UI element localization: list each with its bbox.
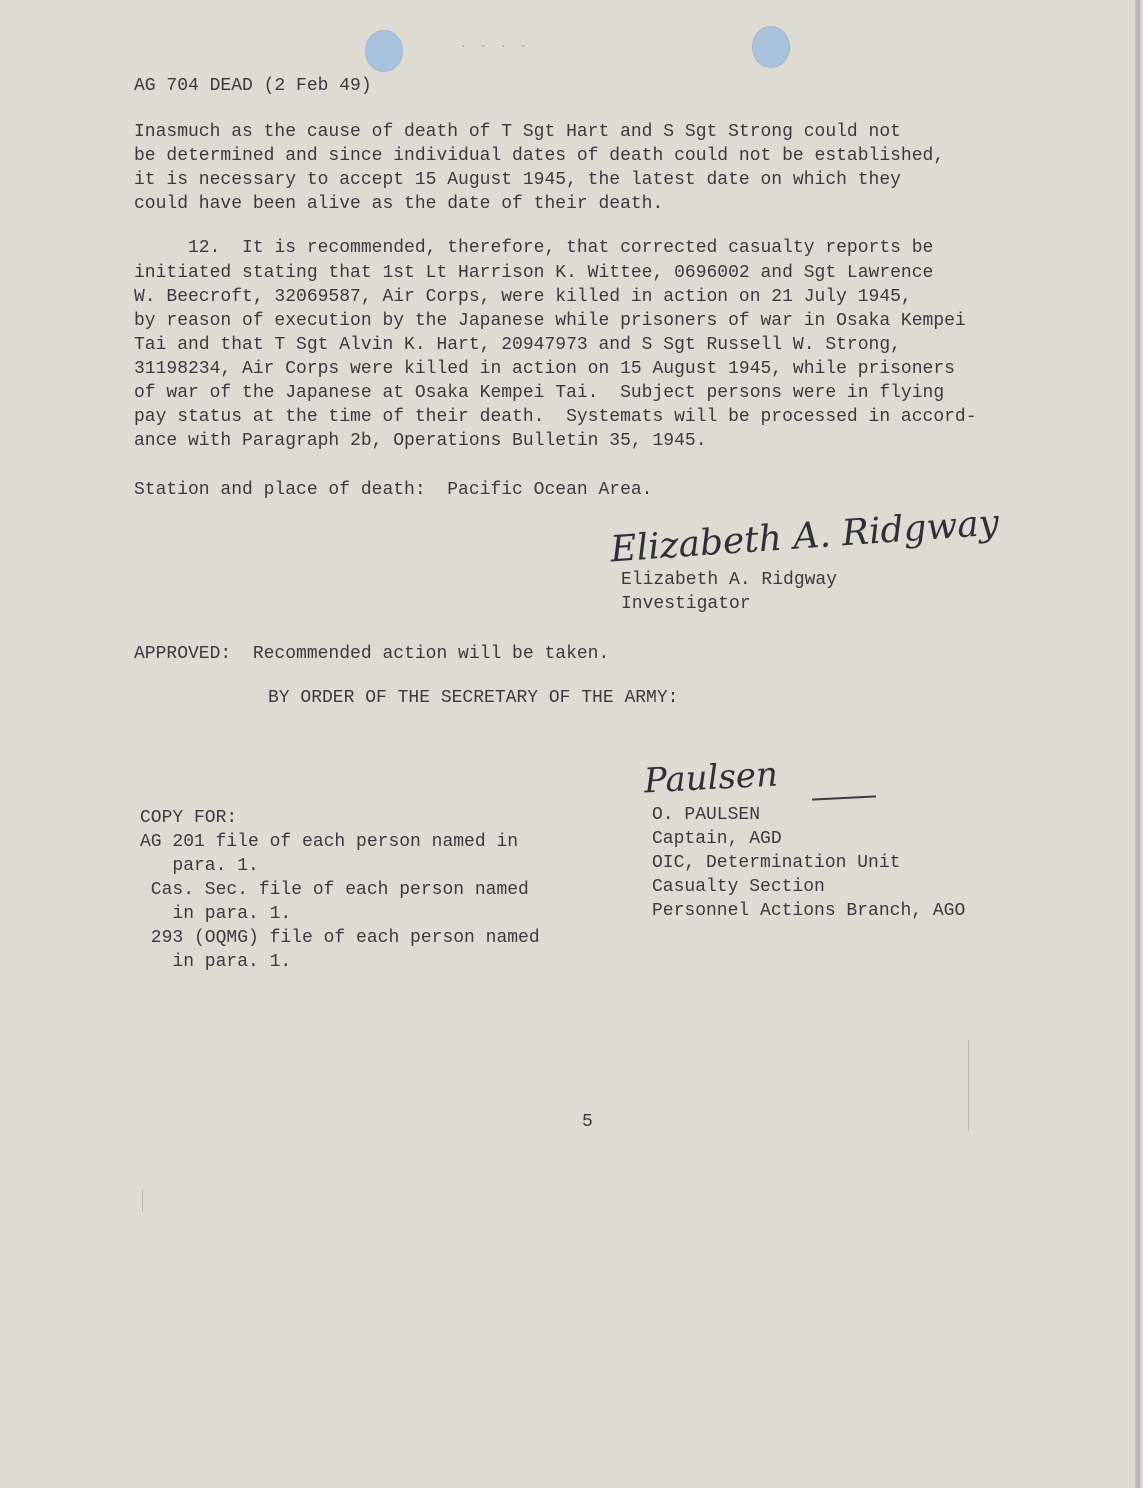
approval-line: APPROVED: Recommended action will be taken. bbox=[134, 644, 610, 664]
station-line: Station and place of death: Pacific Ocean Area. bbox=[134, 480, 653, 500]
text-line: Tai and that T Sgt Alvin K. Hart, 20947973 and S Sgt Russell W. Strong, bbox=[134, 335, 901, 355]
copy-for-line: Cas. Sec. file of each person named bbox=[140, 880, 529, 900]
page-edge bbox=[1135, 0, 1143, 1488]
officer-line: Personnel Actions Branch, AGO bbox=[652, 901, 966, 921]
paper-crease bbox=[968, 1040, 969, 1130]
officer-line: O. PAULSEN bbox=[652, 805, 761, 825]
investigator-title: Investigator bbox=[621, 594, 751, 614]
punch-hole bbox=[752, 26, 790, 68]
copy-for-line: in para. 1. bbox=[140, 904, 292, 924]
copy-for-line: 293 (OQMG) file of each person named bbox=[140, 928, 540, 948]
text-line: 12. It is recommended, therefore, that corrected casualty reports be bbox=[134, 238, 934, 258]
copy-for-line: para. 1. bbox=[140, 856, 259, 876]
paper-crease bbox=[142, 1190, 143, 1212]
text-line: 31198234, Air Corps were killed in action on 15 August 1945, while prisoners bbox=[134, 359, 955, 379]
by-order-line: BY ORDER OF THE SECRETARY OF THE ARMY: bbox=[268, 688, 679, 708]
text-line: Inasmuch as the cause of death of T Sgt Hart and S Sgt Strong could not bbox=[134, 122, 901, 142]
copy-for-line: AG 201 file of each person named in bbox=[140, 832, 519, 852]
copy-for-line: in para. 1. bbox=[140, 952, 292, 972]
copy-for-heading: COPY FOR: bbox=[140, 808, 238, 828]
investigator-name: Elizabeth A. Ridgway bbox=[621, 570, 838, 590]
text-line: by reason of execution by the Japanese while prisoners of war in Osaka Kempei bbox=[134, 311, 966, 331]
officer-signature: Paulsen bbox=[643, 754, 779, 802]
text-line: pay status at the time of their death. Systemats will be processed in accord- bbox=[134, 407, 977, 427]
investigator-signature: Elizabeth A. Ridgway bbox=[609, 502, 1001, 571]
text-line: initiated stating that 1st Lt Harrison K. Wittee, 0696002 and Sgt Lawrence bbox=[134, 263, 934, 283]
officer-line: OIC, Determination Unit bbox=[652, 853, 901, 873]
text-line: ance with Paragraph 2b, Operations Bulletin 35, 1945. bbox=[134, 431, 707, 451]
punch-hole bbox=[365, 30, 403, 72]
stray-marks: · - · - bbox=[460, 42, 531, 53]
text-line: could have been alive as the date of their death. bbox=[134, 194, 664, 214]
signature-flourish bbox=[812, 795, 876, 800]
officer-line: Casualty Section bbox=[652, 877, 825, 897]
document-reference: AG 704 DEAD (2 Feb 49) bbox=[134, 76, 372, 96]
page-number: 5 bbox=[582, 1112, 593, 1132]
officer-line: Captain, AGD bbox=[652, 829, 782, 849]
text-line: it is necessary to accept 15 August 1945, the latest date on which they bbox=[134, 170, 901, 190]
text-line: be determined and since individual dates of death could not be established, bbox=[134, 146, 945, 166]
text-line: W. Beecroft, 32069587, Air Corps, were killed in action on 21 July 1945, bbox=[134, 287, 912, 307]
text-line: of war of the Japanese at Osaka Kempei Tai. Subject persons were in flying bbox=[134, 383, 945, 403]
